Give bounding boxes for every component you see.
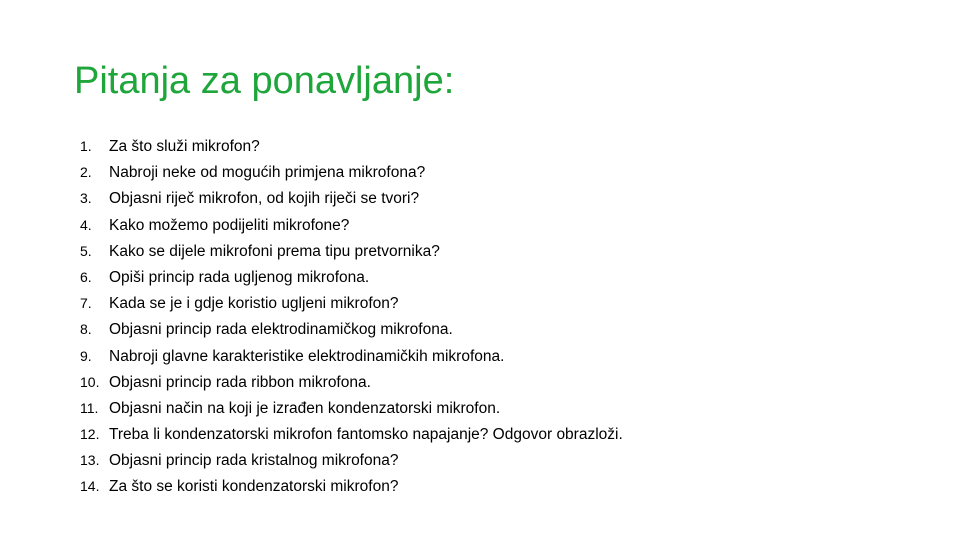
question-number: 14. — [80, 478, 100, 495]
question-text: Za što služi mikrofon? — [109, 138, 260, 155]
question-number: 4. — [80, 216, 92, 233]
question-number: 8. — [80, 321, 92, 338]
question-item — [80, 290, 940, 316]
question-item — [80, 395, 940, 421]
question-number: 3. — [80, 190, 92, 207]
question-item — [80, 264, 940, 290]
question-number: 10. — [80, 373, 100, 390]
question-number: 7. — [80, 295, 92, 312]
question-list — [80, 133, 940, 500]
slide-title: Pitanja za ponavljanje: — [74, 60, 455, 102]
question-item — [80, 238, 940, 264]
question-text: Treba li kondenzatorski mikrofon fantomsko napajanje? Odgovor obrazloži. — [109, 426, 623, 444]
question-text: Kako se dijele mikrofoni prema tipu pretvornika? — [109, 242, 440, 260]
question-text: Nabroji glavne karakteristike elektrodinamičkih mikrofona. — [109, 347, 505, 365]
question-text: Objasni princip rada ribbon mikrofona. — [109, 373, 371, 391]
question-item — [80, 159, 940, 185]
question-number: 1. — [80, 138, 92, 154]
question-text: Objasni način na koji je izrađen kondenzatorski mikrofon. — [109, 399, 501, 417]
question-item — [80, 212, 940, 238]
question-text: Za što se koristi kondenzatorski mikrofon? — [109, 478, 399, 496]
question-item — [80, 133, 940, 159]
question-item — [80, 369, 940, 395]
question-number: 5. — [80, 242, 92, 259]
question-item — [80, 473, 940, 499]
question-item — [80, 343, 940, 369]
question-text: Kako možemo podijeliti mikrofone? — [109, 216, 350, 234]
question-number: 6. — [80, 268, 92, 285]
question-text: Objasni riječ mikrofon, od kojih riječi se tvori? — [109, 190, 420, 208]
question-item — [80, 421, 940, 447]
question-number: 9. — [80, 347, 92, 364]
question-text: Objasni princip rada kristalnog mikrofona? — [109, 452, 399, 470]
question-number: 13. — [80, 452, 100, 469]
question-number: 2. — [80, 164, 92, 181]
question-text: Kada se je i gdje koristio ugljeni mikrofon? — [109, 295, 399, 313]
question-text: Nabroji neke od mogućih primjena mikrofona? — [109, 164, 426, 182]
question-number: 12. — [80, 426, 100, 443]
question-item — [80, 185, 940, 211]
question-item — [80, 316, 940, 342]
question-text: Opiši princip rada ugljenog mikrofona. — [109, 268, 370, 286]
question-text: Objasni princip rada elektrodinamičkog mikrofona. — [109, 321, 453, 339]
question-number: 11. — [80, 399, 99, 416]
question-item — [80, 447, 940, 473]
